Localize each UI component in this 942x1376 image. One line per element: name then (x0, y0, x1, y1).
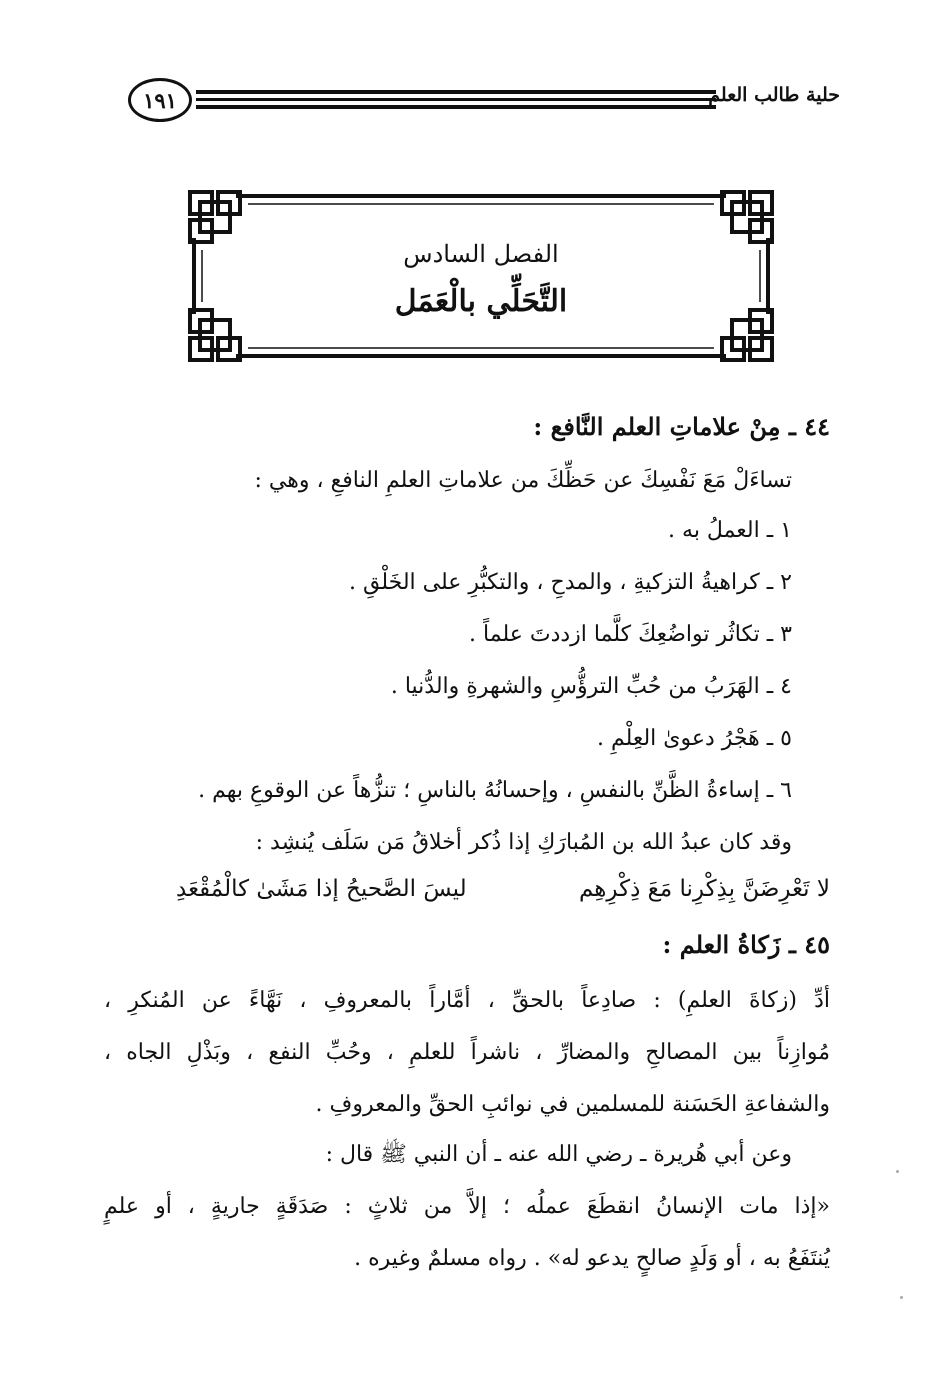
scan-speck (900, 1296, 903, 1299)
section-heading-45: ٤٥ ـ زَكاةُ العلم : (662, 930, 830, 959)
ornamental-border (186, 188, 776, 364)
section-44-intro: تساءَلْ مَعَ نَفْسِكَ عن حَظِّكَ من علاماتِ العلمِ النافعِ ، وهي : (254, 468, 792, 493)
paragraph-line: والشفاعةِ الحَسَنة للمسلمين في نوائبِ الحقِّ والمعروفِ . (315, 1092, 830, 1117)
section-heading-44: ٤٤ ـ مِنْ علاماتِ العلم النَّافع : (533, 412, 830, 441)
hadith-line: يُنتَفَعُ به ، أو وَلَدٍ صالحٍ يدعو له» . رواه مسلمٌ وغيره . (354, 1246, 830, 1271)
book-title: حلية طالب العلم (708, 84, 840, 106)
list-item: ١ ـ العملُ به . (668, 518, 792, 543)
list-item: ٤ ـ الهَرَبُ من حُبِّ الترؤُّسِ والشهرةِ والدُّنيا . (390, 674, 792, 699)
hadith-intro: وعن أبي هُريرة ـ رضي الله عنه ـ أن النبي ﷺ قال : (325, 1142, 792, 1167)
page-number: ١٩١ (128, 78, 192, 122)
quote-intro: وقد كان عبدُ الله بن المُبارَكِ إذا ذُكر أخلاقُ مَن سَلَف يُنشِد : (255, 830, 792, 855)
paragraph-line: مُوازِناً بين المصالحِ والمضارِّ ، ناشراً للعلمِ ، وحُبِّ النفع ، وبَذْلِ الجاه ، (104, 1040, 830, 1065)
paragraph-line: أدِّ (زكاةَ العلمِ) : صادِعاً بالحقِّ ، أمَّاراً بالمعروفِ ، نَهَّاءً عن المُنكرِ ، (104, 988, 830, 1013)
chapter-frame (186, 188, 776, 364)
list-item: ٣ ـ تكاثُر تواضُعِكَ كلَّما ازددتَ علماً . (469, 622, 792, 647)
running-header (128, 78, 840, 128)
list-item: ٢ ـ كراهيةُ التزكيةِ ، والمدحِ ، والتكبُّرِ على الخَلْقِ . (349, 570, 792, 595)
scan-speck (896, 1170, 899, 1173)
chapter-title: التَّحَلِّي بالْعَمَل (394, 284, 568, 319)
verse-first-hemistich: لا تَعْرِضَنَّ بِذِكْرِنا مَعَ ذِكْرِهِم (579, 876, 830, 902)
verse-second-hemistich: ليسَ الصَّحيحُ إذا مَشَىٰ كالْمُقْعَدِ (176, 876, 467, 902)
chapter-number: الفصل السادس (403, 240, 559, 268)
list-item: ٦ ـ إساءةُ الظَّنِّ بالنفسِ ، وإحسانُهُ بالناسِ ؛ تنزُّهاً عن الوقوعِ بهم . (198, 778, 792, 803)
header-rule (196, 90, 716, 113)
hadith-line: «إذا مات الإنسانُ انقطَعَ عملُه ؛ إلاَّ من ثلاثٍ : صَدَقَةٍ جاريةٍ ، أو علمٍ (104, 1194, 830, 1219)
list-item: ٥ ـ هَجْرُ دعوىٰ العِلْمِ . (596, 726, 792, 751)
